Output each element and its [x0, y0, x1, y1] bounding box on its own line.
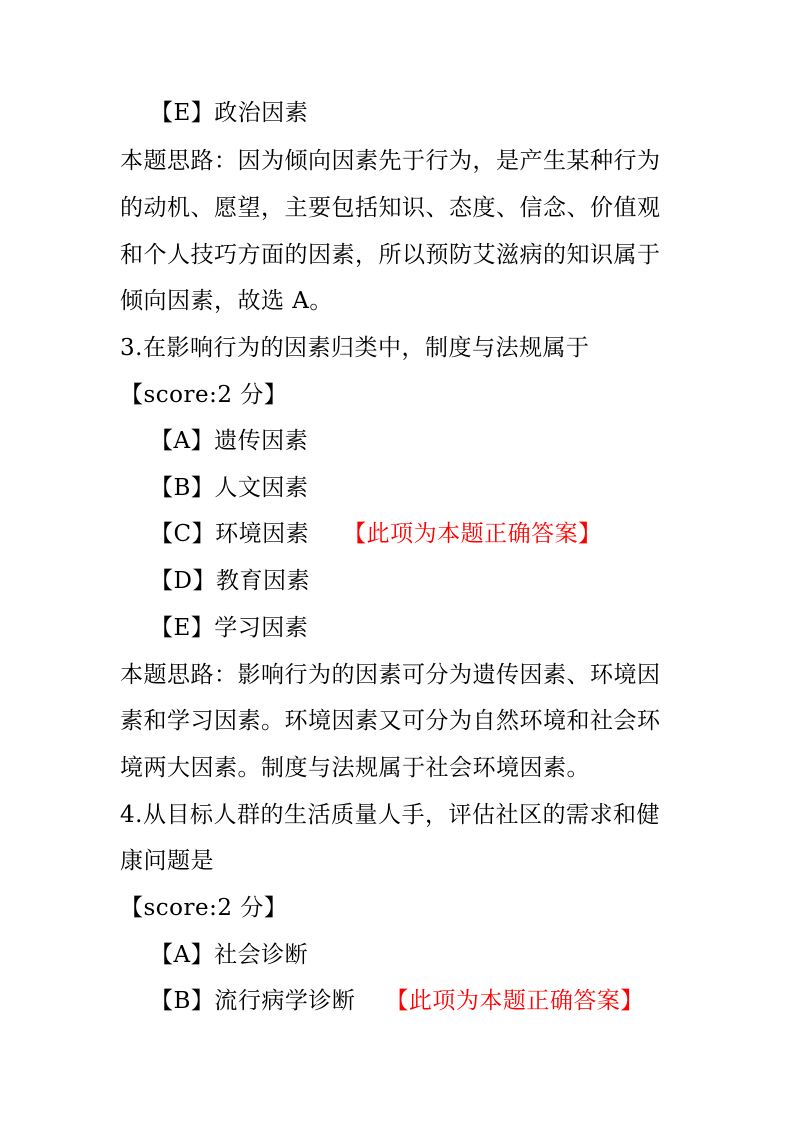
prev-option-e: 【E】政治因素 [150, 100, 309, 126]
prev-explanation-line-4: 倾向因素，故选 A。 [120, 288, 333, 314]
prev-explanation-line-1: 本题思路：因为倾向因素先于行为，是产生某种行为 [120, 148, 661, 174]
q3-option-c-row [150, 519, 602, 549]
q4-option-a: 【A】社会诊断 [150, 942, 309, 968]
q4-option-b-row [150, 986, 644, 1016]
q3-stem: 3.在影响行为的因素归类中，制度与法规属于 [120, 335, 590, 361]
q3-score: 【score:2 分】 [120, 382, 288, 408]
q4-correct-answer-marker: 【此项为本题正确答案】 [385, 988, 644, 1014]
q3-option-c: 【C】环境因素 [150, 521, 310, 547]
q3-option-e: 【E】学习因素 [150, 615, 309, 641]
q3-option-d: 【D】教育因素 [150, 568, 310, 594]
q3-correct-answer-marker: 【此项为本题正确答案】 [343, 521, 602, 547]
q4-score: 【score:2 分】 [120, 895, 288, 921]
q3-option-a: 【A】遗传因素 [150, 428, 309, 454]
prev-explanation-line-2: 的动机、愿望，主要包括知识、态度、信念、价值观 [120, 195, 661, 221]
q3-explanation-line-2: 素和学习因素。环境因素又可分为自然环境和社会环 [120, 708, 661, 734]
prev-explanation-line-3: 和个人技巧方面的因素，所以预防艾滋病的知识属于 [120, 242, 661, 268]
q3-explanation-line-3: 境两大因素。制度与法规属于社会环境因素。 [120, 755, 590, 781]
q3-explanation-line-1: 本题思路：影响行为的因素可分为遗传因素、环境因 [120, 662, 661, 688]
q4-option-b: 【B】流行病学诊断 [150, 988, 356, 1014]
q3-option-b: 【B】人文因素 [150, 475, 309, 501]
q4-stem-line-2: 康问题是 [120, 848, 214, 874]
q4-stem-line-1: 4.从目标人群的生活质量人手，评估社区的需求和健 [120, 802, 660, 828]
